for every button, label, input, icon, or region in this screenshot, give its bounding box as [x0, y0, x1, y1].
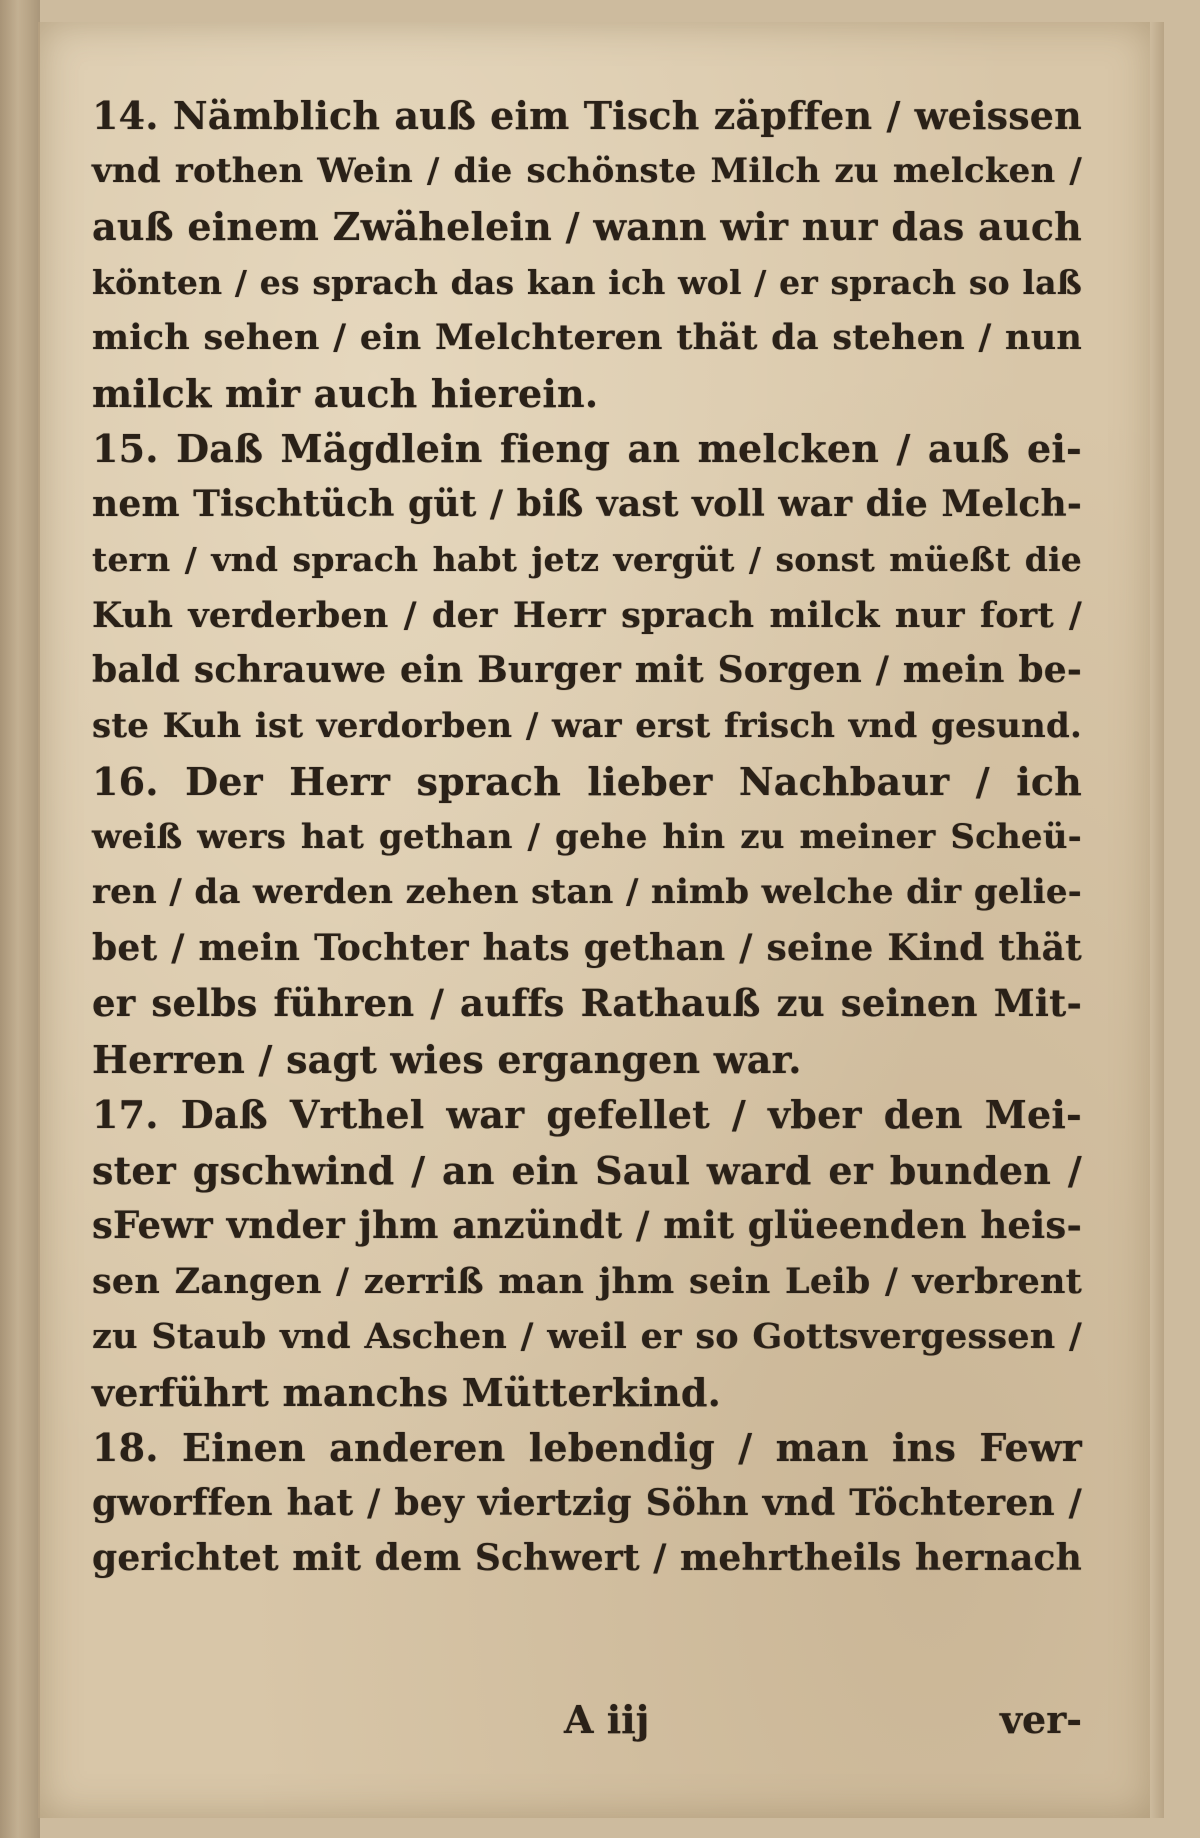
text-line: ster gschwind / an ein Saul ward er bunden / — [92, 1147, 1082, 1193]
text-line: weiß wers hat gethan / gehe hin zu meiner Scheü- — [92, 816, 1082, 857]
text-line: sFewr vnder jhm anzündt / mit glüeenden heis- — [92, 1203, 1082, 1247]
text-line: nem Tischtüch güt / biß vast voll war die Melch- — [92, 482, 1082, 525]
text-line: bet / mein Tochter hats gethan / seine Kind thät — [92, 926, 1082, 969]
text-line: gerichtet mit dem Schwert / mehrtheils hernach — [92, 1537, 1082, 1579]
text-line: 14. Nämblich auß eim Tisch zäpffen / weissen — [92, 93, 1082, 138]
text-line: ste Kuh ist verdorben / war erst frisch vnd gesund. — [92, 705, 1082, 746]
text-line: gworffen hat / bey viertzig Söhn vnd Töchteren / — [92, 1481, 1082, 1524]
text-block — [92, 88, 1082, 1587]
text-line: Kuh verderben / der Herr sprach milck nur fort / — [92, 594, 1082, 636]
text-line: könten / es sprach das kan ich wol / er sprach so laß — [92, 262, 1082, 302]
catchword: ver- — [999, 1697, 1082, 1742]
text-line: 17. Daß Vrthel war gefellet / vber den Mei- — [92, 1092, 1082, 1137]
text-line: mich sehen / ein Melchteren thät da stehen / nun — [92, 317, 1082, 358]
text-line: ren / da werden zehen stan / nimb welche dir gelie- — [92, 872, 1082, 912]
text-line: Herren / sagt wies ergangen war. — [92, 1036, 802, 1082]
text-line: verführt manchs Mütterkind. — [92, 1369, 722, 1415]
footer-line — [92, 1697, 1082, 1753]
text-line: vnd rothen Wein / die schönste Milch zu melcken / — [92, 150, 1082, 191]
text-line: tern / vnd sprach habt jetz vergüt / sonst müeßt die — [92, 540, 1082, 579]
text-line: zu Staub vnd Aschen / weil er so Gottsvergessen / — [92, 1316, 1082, 1357]
text-line: bald schrauwe ein Burger mit Sorgen / mein be- — [92, 649, 1082, 691]
text-line: 18. Einen anderen lebendig / man ins Fewr — [92, 1425, 1082, 1470]
book-gutter — [0, 0, 40, 1838]
text-line: sen Zangen / zerriß man jhm sein Leib / verbrent — [92, 1260, 1082, 1302]
page-edge — [1150, 22, 1164, 1818]
signature-mark: A iij — [564, 1697, 650, 1742]
text-line: er selbs führen / auffs Rathauß zu seinen Mit- — [92, 981, 1082, 1025]
text-line: milck mir auch hierein. — [92, 370, 599, 416]
text-line: 15. Daß Mägdlein fieng an melcken / auß ei- — [92, 426, 1082, 471]
text-line: 16. Der Herr sprach lieber Nachbaur / ich — [92, 759, 1082, 804]
text-line: auß einem Zwähelein / wann wir nur das auch — [92, 204, 1082, 249]
